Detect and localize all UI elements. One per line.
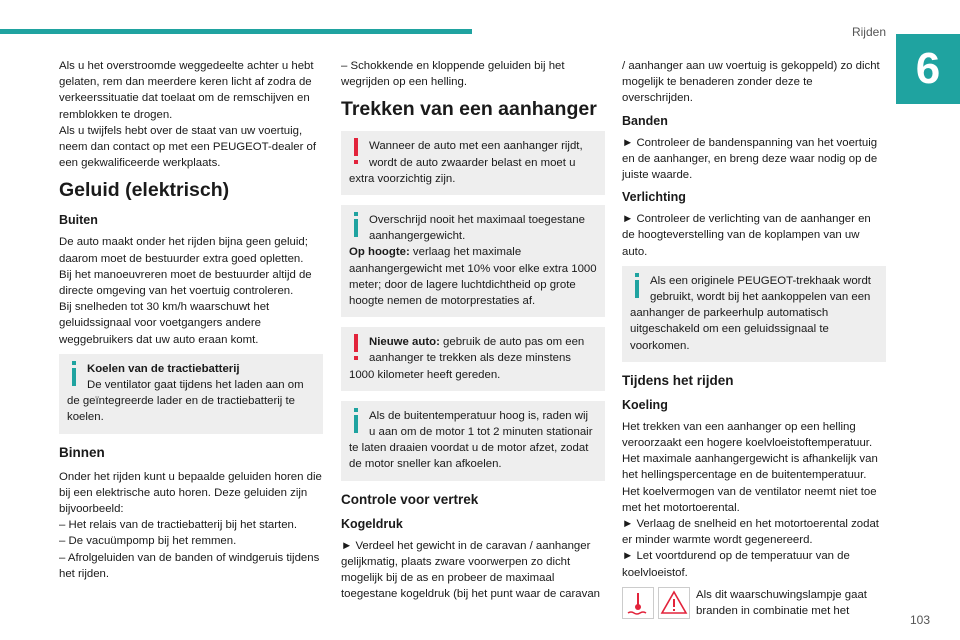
subheading: Tijdens het rijden xyxy=(622,372,734,388)
warning-triangle-icon xyxy=(658,587,690,619)
subheading: Buiten xyxy=(59,213,98,228)
subheading: Binnen xyxy=(59,444,105,460)
paragraph: ► Controleer de verlichting van de aanhanger en de hoogteverstelling van de koplampen van uw auto. xyxy=(622,213,871,258)
subheading: Controle voor vertrek xyxy=(341,491,479,507)
paragraph: Als u het overstroomde weggedeelte achter u hebt gelaten, rem dan meerdere keren licht af zodra de verkeerssituatie dat toelaat om de remschijven en remblokken te drogen. Als u twijfels hebt over de staat van uw voertuig, neem dan contact op met een PEUGEOT-dealer of een gekwalificeerde werkplaats. xyxy=(59,60,317,170)
info-note: Overschrijd nooit het maximaal toegestane aanhangergewicht. Op hoogte: verlaag het maximale aanhangergewicht met 10% voor elke extra 1000 meter; door de lagere luchtdichtheid op grote hoogte nemen de motorprestaties af. xyxy=(341,205,605,317)
paragraph: – Schokkende en kloppende geluiden bij het wegrijden op een helling. xyxy=(341,60,565,89)
paragraph: Het trekken van een aanhanger op een helling veroorzaakt een hogere koelvloeistoftemperatuur. Het maximale aanhangergewicht is afhankelijk van het hellingspercentage en de buitentemperatuur. Het koelvermogen van de ventilator neemt niet toe met het motortoerental. ► Verlaag de snelheid en het motortoerental zodat er minder warmte wordt gegenereerd. ► Let voortdurend op de temperatuur van de koelvloeistof. xyxy=(622,420,879,579)
subheading: Koeling xyxy=(622,397,668,412)
info-note: Als de buitentemperatuur hoog is, raden wij u aan om de motor 1 tot 2 minuten stationair te laten draaien voordat u de motor afzet, zodat de motor sneller kan afkoelen. xyxy=(341,401,605,481)
warning-icon xyxy=(349,334,363,364)
warning-note: Wanneer de auto met een aanhanger rijdt, wordt de auto zwaarder belast en moet u extra voorzichtig zijn. xyxy=(341,131,605,195)
chapter-number-tab: 6 xyxy=(896,34,960,104)
info-icon xyxy=(630,273,644,303)
subheading: Verlichting xyxy=(622,190,686,205)
paragraph: Onder het rijden kunt u bepaalde geluiden horen die bij een elektrische auto horen. Deze geluiden zijn bijvoorbeeld: – Het relais van de tractiebatterij bij het starten. – De vacuümpomp bij het remmen. – Afrolgeluiden van de banden of windgeruis tijdens het rijden. xyxy=(59,470,322,580)
subheading: Kogeldruk xyxy=(341,516,403,531)
info-note: Als een originele PEUGEOT-trekhaak wordt gebruikt, wordt bij het aankoppelen van een aanhanger de parkeerhulp automatisch uitgeschakeld om een geluidssignaal te voorkomen. xyxy=(622,266,886,362)
column-2 xyxy=(341,58,605,608)
paragraph: / aanhanger aan uw voertuig is gekoppeld) zo dicht mogelijk te benaderen zonder deze te overschrijden. xyxy=(622,60,880,105)
note-body: De ventilator gaat tijdens het laden aan om de geïntegreerde lader en de tractiebatterij te koelen. xyxy=(67,379,304,424)
section-heading: Trekken van een aanhanger xyxy=(341,98,597,121)
warning-lamp-row: Als dit waarschuwingslampje gaat branden in combinatie met het xyxy=(622,587,886,619)
warning-note: Nieuwe auto: gebruik de auto pas om een aanhanger te trekken als deze minstens 1000 kilometer heeft gereden. xyxy=(341,327,605,391)
paragraph: ► Verdeel het gewicht in de caravan / aanhanger gelijkmatig, plaats zware voorwerpen zo dicht mogelijk bij de as en probeer de maximaal toegestane kogeldruk (bij het punt waar de caravan xyxy=(341,539,600,601)
column-1 xyxy=(59,58,323,588)
info-icon xyxy=(67,361,81,391)
info-icon xyxy=(349,408,363,438)
header-accent-bar xyxy=(0,29,472,34)
paragraph: De auto maakt onder het rijden bijna geen geluid; daarom moet de bestuurder extra goed opletten. Bij het manoeuvreren moet de bestuurder altijd de directe omgeving van het voertuig controleren. Bij snelheden tot 30 km/h waarschuwt het geluidssignaal voor voetgangers andere weggebruikers dat uw auto eraan komt. xyxy=(59,236,312,346)
note-title: Koelen van de tractiebatterij xyxy=(87,362,240,375)
paragraph: ► Controleer de bandenspanning van het voertuig en de aanhanger, en breng deze waar nodig op de juiste waarde. xyxy=(622,136,878,182)
subheading: Banden xyxy=(622,113,668,128)
column-3 xyxy=(622,58,886,619)
info-icon xyxy=(349,212,363,242)
page-number: 103 xyxy=(909,613,930,627)
chapter-title: Rijden xyxy=(851,25,886,39)
section-heading: Geluid (elektrisch) xyxy=(59,179,230,202)
warning-icon xyxy=(349,138,363,168)
coolant-temperature-icon xyxy=(622,587,654,619)
info-note xyxy=(59,354,323,434)
